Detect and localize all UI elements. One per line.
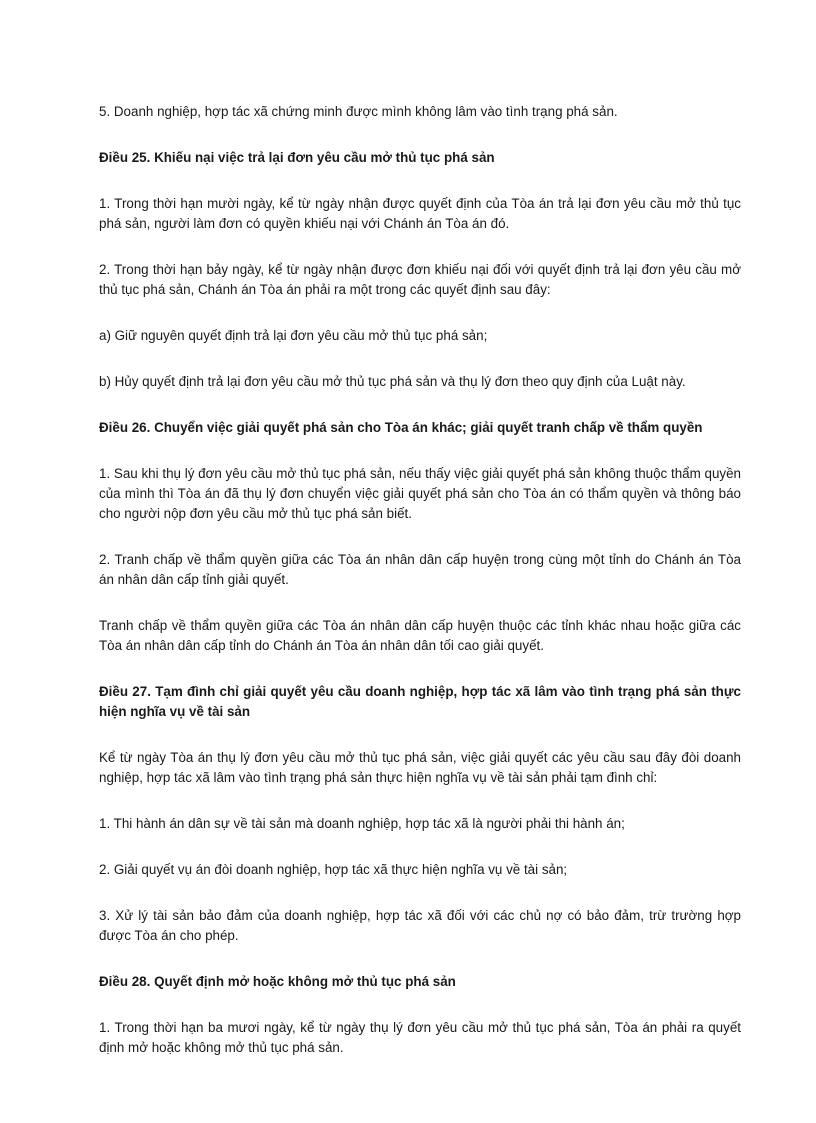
paragraph: Tranh chấp về thẩm quyền giữa các Tòa án nhân dân cấp huyện thuộc các tỉnh khác nhau hoặc giữa các Tòa án nhân dân cấp tỉnh do Chánh án Tòa án nhân dân tối cao giải quyết. [99, 618, 741, 653]
paragraph: 1. Thi hành án dân sự về tài sản mà doanh nghiệp, hợp tác xã là người phải thi hành án; [99, 816, 625, 831]
paragraph: 1. Sau khi thụ lý đơn yêu cầu mở thủ tục phá sản, nếu thấy việc giải quyết phá sản không thuộc thẩm quyền của mình thì Tòa án đã thụ lý đơn chuyển việc giải quyết phá sản cho Tòa án có thẩm quyền và thông báo cho người nộp đơn yêu cầu mở thủ tục phá sản biết. [99, 466, 741, 521]
article-heading: Điều 26. Chuyển việc giải quyết phá sản cho Tòa án khác; giải quyết tranh chấp về thẩm quyền [99, 420, 703, 435]
paragraph: 2. Trong thời hạn bảy ngày, kể từ ngày nhận được đơn khiếu nại đối với quyết định trả lại đơn yêu cầu mở thủ tục phá sản, Chánh án Tòa án phải ra một trong các quyết định sau đây: [99, 262, 741, 297]
paragraph: 1. Trong thời hạn mười ngày, kể từ ngày nhận được quyết định của Tòa án trả lại đơn yêu cầu mở thủ tục phá sản, người làm đơn có quyền khiếu nại với Chánh án Tòa án đó. [99, 196, 741, 231]
article-heading: Điều 28. Quyết định mở hoặc không mở thủ tục phá sản [99, 974, 456, 989]
paragraph: Kể từ ngày Tòa án thụ lý đơn yêu cầu mở thủ tục phá sản, việc giải quyết các yêu cầu sau đây đòi doanh nghiệp, hợp tác xã lâm vào tình trạng phá sản thực hiện nghĩa vụ về tài sản phải tạm đình chỉ: [99, 750, 741, 785]
paragraph: b) Hủy quyết định trả lại đơn yêu cầu mở thủ tục phá sản và thụ lý đơn theo quy định của Luật này. [99, 374, 686, 389]
paragraph: 3. Xử lý tài sản bảo đảm của doanh nghiệp, hợp tác xã đối với các chủ nợ có bảo đảm, trừ trường hợp được Tòa án cho phép. [99, 908, 741, 943]
document-page [99, 102, 741, 1084]
article-heading: Điều 27. Tạm đình chỉ giải quyết yêu cầu doanh nghiệp, hợp tác xã lâm vào tình trạng phá sản thực hiện nghĩa vụ về tài sản [99, 684, 741, 719]
paragraph: a) Giữ nguyên quyết định trả lại đơn yêu cầu mở thủ tục phá sản; [99, 328, 488, 343]
article-heading: Điều 25. Khiếu nại việc trả lại đơn yêu cầu mở thủ tục phá sản [99, 150, 495, 165]
paragraph: 1. Trong thời hạn ba mươi ngày, kể từ ngày thụ lý đơn yêu cầu mở thủ tục phá sản, Tòa án phải ra quyết định mở hoặc không mở thủ tục phá sản. [99, 1020, 741, 1055]
paragraph: 2. Giải quyết vụ án đòi doanh nghiệp, hợp tác xã thực hiện nghĩa vụ về tài sản; [99, 862, 568, 877]
paragraph: 2. Tranh chấp về thẩm quyền giữa các Tòa án nhân dân cấp huyện trong cùng một tỉnh do Chánh án Tòa án nhân dân cấp tỉnh giải quyết. [99, 552, 741, 587]
paragraph: 5. Doanh nghiệp, hợp tác xã chứng minh được mình không lâm vào tình trạng phá sản. [99, 104, 618, 119]
